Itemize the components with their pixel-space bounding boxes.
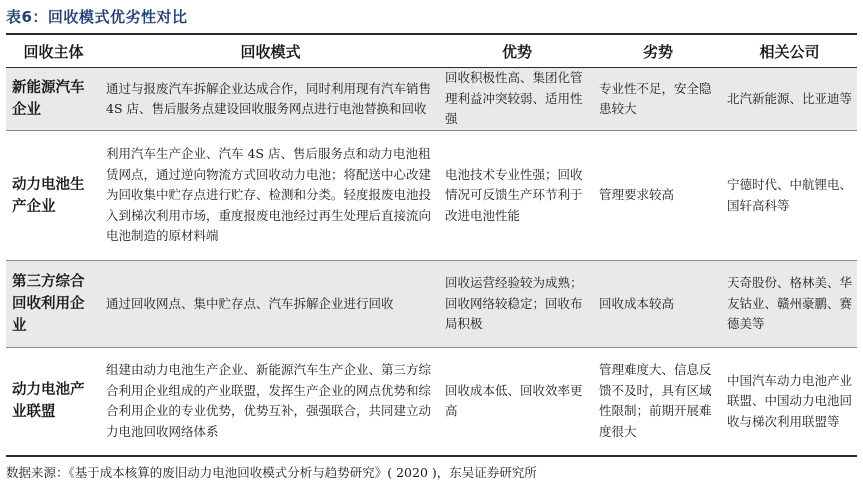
header-disadvantage: 劣势 bbox=[594, 34, 722, 68]
row-disadvantage: 管理难度大、信息反馈不及时，具有区域性限制；前期开展难度很大 bbox=[594, 348, 722, 456]
row-mode: 通过与报废汽车拆解企业达成合作，同时利用现有汽车销售 4S 店、售后服务点建设回收服务网点进行电池替换和回收 bbox=[101, 68, 440, 131]
table-row bbox=[6, 261, 857, 348]
row-companies: 北汽新能源、比亚迪等 bbox=[722, 68, 857, 131]
row-disadvantage: 管理要求较高 bbox=[594, 131, 722, 261]
row-subject: 动力电池生产企业 bbox=[6, 131, 101, 261]
row-advantage: 回收运营经验较为成熟；回收网络较稳定；回收布局积极 bbox=[440, 261, 594, 348]
header-subject: 回收主体 bbox=[6, 34, 101, 68]
row-companies: 天奇股份、格林美、华友钴业、赣州豪鹏、赛德美等 bbox=[722, 261, 857, 348]
header-row bbox=[6, 34, 857, 68]
comparison-table bbox=[6, 33, 857, 457]
table-title: 表6：回收模式优劣性对比 bbox=[6, 8, 188, 26]
row-mode: 组建由动力电池生产企业、新能源汽车生产企业、第三方综合利用企业组成的产业联盟，发挥生产企业的网点优势和综合利用企业的专业优势，优势互补，强强联合，共同建立动力电池回收网络体系 bbox=[101, 348, 440, 456]
table-row bbox=[6, 68, 857, 131]
table-row bbox=[6, 131, 857, 261]
header-companies: 相关公司 bbox=[722, 34, 857, 68]
row-subject: 新能源汽车企业 bbox=[6, 68, 101, 131]
row-advantage: 回收成本低、回收效率更高 bbox=[440, 348, 594, 456]
header-mode: 回收模式 bbox=[101, 34, 440, 68]
row-companies: 中国汽车动力电池产业联盟、中国动力电池回收与梯次利用联盟等 bbox=[722, 348, 857, 456]
row-subject: 第三方综合回收利用企业 bbox=[6, 261, 101, 348]
table-row bbox=[6, 348, 857, 456]
data-source-note: 数据来源：《基于成本核算的废旧动力电池回收模式分析与趋势研究》( 2020 )，东吴证券研究所 bbox=[6, 465, 537, 480]
row-mode: 利用汽车生产企业、汽车 4S 店、售后服务点和动力电池租赁网点，通过逆向物流方式回收动力电池；将配送中心改建为回收集中贮存点进行贮存、检测和分类。轻度报废电池投入到梯次利用市场，重度报废电池经过再生处理后直接流向电池制造的原材料端 bbox=[101, 131, 440, 261]
row-advantage: 回收积极性高、集团化管理利益冲突较弱、适用性强 bbox=[440, 68, 594, 131]
header-advantage: 优势 bbox=[440, 34, 594, 68]
row-disadvantage: 专业性不足，安全隐患较大 bbox=[594, 68, 722, 131]
row-companies: 宁德时代、中航锂电、国轩高科等 bbox=[722, 131, 857, 261]
row-disadvantage: 回收成本较高 bbox=[594, 261, 722, 348]
row-mode: 通过回收网点、集中贮存点、汽车拆解企业进行回收 bbox=[101, 261, 440, 348]
row-advantage: 电池技术专业性强；回收情况可反馈生产环节利于改进电池性能 bbox=[440, 131, 594, 261]
row-subject: 动力电池产业联盟 bbox=[6, 348, 101, 456]
